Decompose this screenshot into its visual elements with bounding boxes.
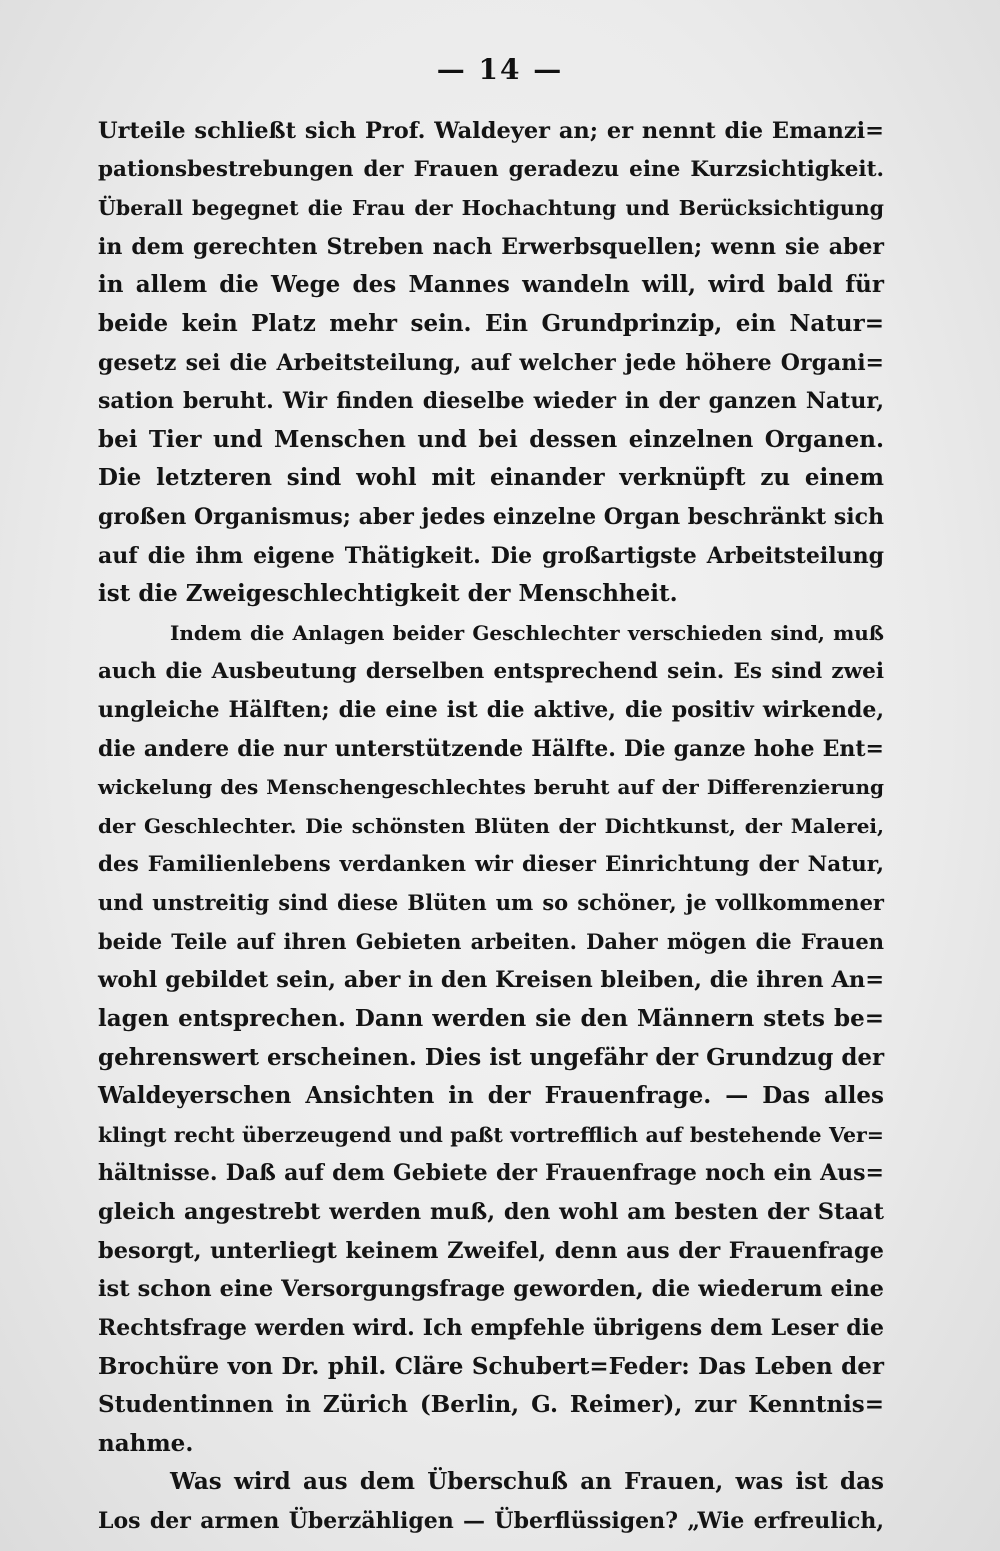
text-line: des Familienlebens verdanken wir dieser Einrichtung der Natur,	[98, 851, 884, 877]
text-line: Los der armen Überzähligen — Überflüssigen? „Wie erfreulich,	[98, 1507, 884, 1534]
text-line: wohl gebildet sein, aber in den Kreisen bleiben, die ihren An=	[98, 967, 885, 994]
text-line: der Geschlechter. Die schönsten Blüten der Dichtkunst, der Malerei,	[98, 813, 884, 838]
text-line: in allem die Wege des Mannes wandeln will, wird bald für	[98, 271, 884, 299]
text-line: pationsbestrebungen der Frauen geradezu eine Kurzsichtigkeit.	[98, 156, 884, 182]
text-line: Studentinnen in Zürich (Berlin, G. Reimer), zur Kenntnis=	[98, 1391, 884, 1419]
text-line: besorgt, unterliegt keinem Zweifel, denn aus der Frauenfrage	[98, 1237, 884, 1264]
text-line: beide kein Platz mehr sein. Ein Grundprinzip, ein Natur=	[98, 310, 884, 338]
text-line: auf die ihm eigene Thätigkeit. Die großartigste Arbeitsteilung	[98, 542, 884, 569]
text-line: Brochüre von Dr. phil. Cläre Schubert=Feder: Das Leben der	[98, 1352, 884, 1380]
text-line: Urteile schließt sich Prof. Waldeyer an; er nennt die Emanzi=	[98, 118, 884, 144]
text-line: Was wird aus dem Überschuß an Frauen, was ist das	[170, 1468, 884, 1496]
text-line: die andere die nur unterstützende Hälfte. Die ganze hohe Ent=	[98, 735, 884, 762]
text-line: ist die Zweigeschlechtigkeit der Menschheit.	[98, 580, 678, 608]
text-line: nahme.	[98, 1429, 194, 1457]
text-line: sation beruht. Wir finden dieselbe wieder in der ganzen Natur,	[98, 388, 884, 415]
text-line: gesetz sei die Arbeitsteilung, auf welcher jede höhere Organi=	[98, 349, 884, 376]
text-line: großen Organismus; aber jedes einzelne Organ beschränkt sich	[98, 504, 884, 531]
text-line: ungleiche Hälften; die eine ist die aktive, die positiv wirkende,	[98, 697, 884, 724]
text-line: in dem gerechten Streben nach Erwerbsquellen; wenn sie aber	[98, 233, 884, 260]
text-line: klingt recht überzeugend und paßt vortrefflich auf bestehende Ver=	[98, 1122, 884, 1147]
text-line: ist schon eine Versorgungsfrage geworden, die wiederum eine	[98, 1276, 884, 1303]
text-line: Die letzteren sind wohl mit einander verknüpft zu einem	[98, 464, 884, 492]
text-line: Indem die Anlagen beider Geschlechter verschieden sind, muß	[170, 620, 884, 645]
body-text	[98, 112, 884, 1541]
text-line: bei Tier und Menschen und bei dessen einzelnen Organen.	[98, 425, 884, 453]
text-line: hältnisse. Daß auf dem Gebiete der Frauenfrage noch ein Aus=	[98, 1160, 884, 1187]
text-line: Rechtsfrage werden wird. Ich empfehle übrigens dem Leser die	[98, 1314, 884, 1341]
text-line: wickelung des Menschengeschlechtes beruht auf der Differenzierung	[98, 775, 884, 800]
text-line: beide Teile auf ihren Gebieten arbeiten. Daher mögen die Frauen	[98, 928, 884, 954]
text-line: lagen entsprechen. Dann werden sie den Männern stets be=	[98, 1005, 884, 1033]
text-line: Waldeyerschen Ansichten in der Frauenfrage. — Das alles	[98, 1082, 884, 1110]
text-line: Überall begegnet die Frau der Hochachtung und Berücksichtigung	[98, 196, 884, 221]
text-line: gehrenswert erscheinen. Dies ist ungefähr der Grundzug der	[98, 1043, 885, 1071]
page-number: — 14 —	[436, 53, 564, 86]
text-line: und unstreitig sind diese Blüten um so schöner, je vollkommener	[98, 890, 884, 916]
text-line: auch die Ausbeutung derselben entsprechend sein. Es sind zwei	[98, 658, 884, 684]
text-line: gleich angestrebt werden muß, den wohl am besten der Staat	[98, 1199, 884, 1226]
